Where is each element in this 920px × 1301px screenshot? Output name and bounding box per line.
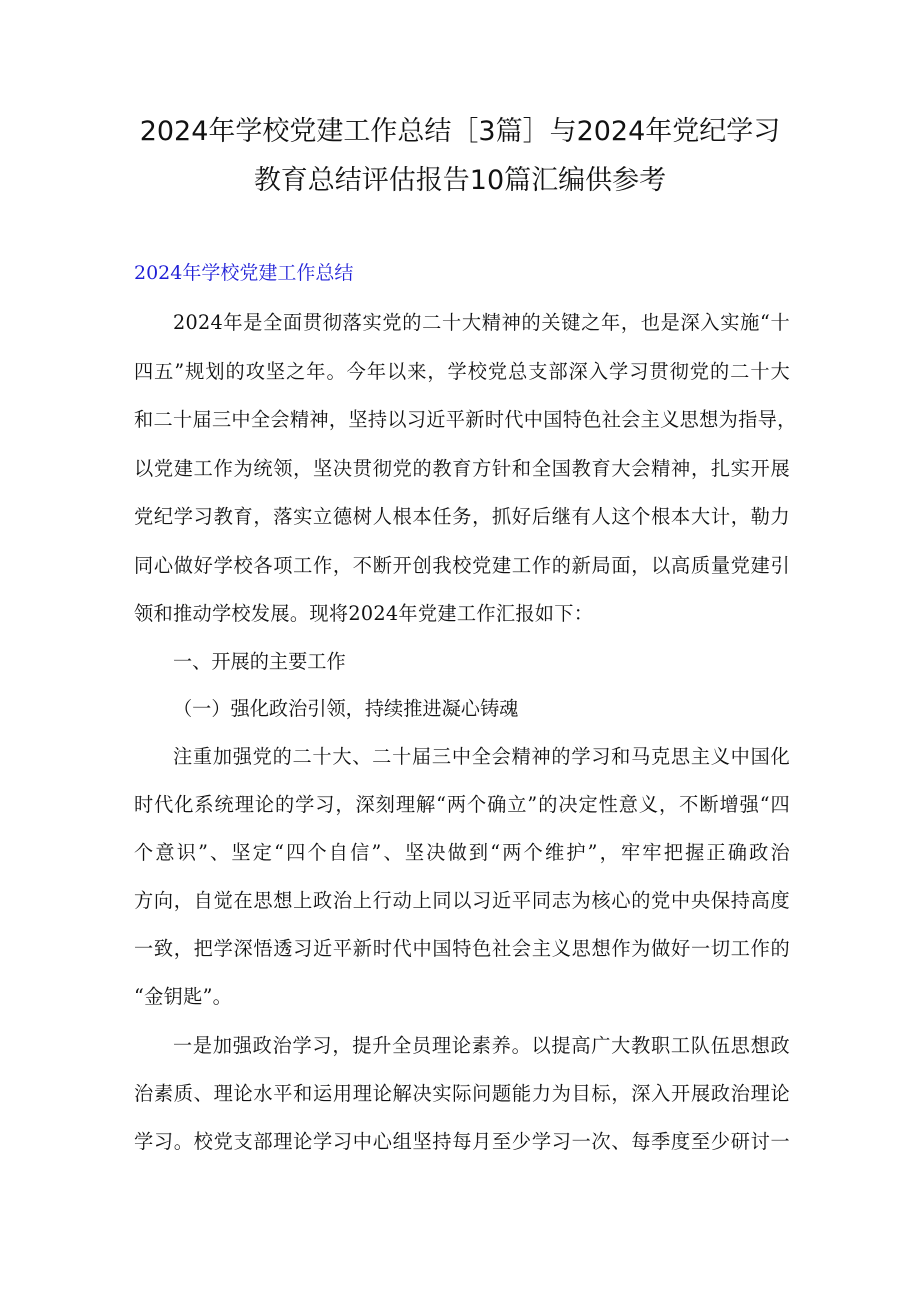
section-heading-main-work: 一、开展的主要工作 bbox=[173, 650, 346, 673]
paragraph-line: 同心做好学校各项工作，不断开创我校党建工作的新局面，以高质量党建引 bbox=[134, 554, 790, 577]
paragraph-line: 四五”规划的攻坚之年。今年以来，学校党总支部深入学习贯彻党的二十大 bbox=[134, 360, 790, 383]
paragraph-line: 领和推动学校发展。现将2024年党建工作汇报如下： bbox=[134, 602, 594, 625]
subsection-heading-political-guidance: （一）强化政治引领，持续推进凝心铸魂 bbox=[173, 697, 519, 720]
paragraph-line: 以党建工作为统领，坚决贯彻党的教育方针和全国教育大会精神，扎实开展 bbox=[134, 457, 790, 480]
paragraph-line: 党纪学习教育，落实立德树人根本任务，抓好后继有人这个根本大计，勒力 bbox=[134, 505, 790, 528]
section-heading-link[interactable]: 2024年学校党建工作总结 bbox=[134, 262, 354, 284]
paragraph-line: 个意识”、坚定“四个自信”、坚决做到“两个维护”，牢牢把握正确政治 bbox=[134, 841, 790, 864]
paragraph-line: 一是加强政治学习，提升全员理论素养。以提高广大教职工队伍思想政 bbox=[173, 1034, 790, 1057]
document-title-line-2: 教育总结评估报告10篇汇编供参考 bbox=[253, 165, 667, 196]
paragraph-line: 和二十届三中全会精神，坚持以习近平新时代中国特色社会主义思想为指导， bbox=[134, 408, 797, 431]
paragraph-line: 注重加强党的二十大、二十届三中全会精神的学习和马克思主义中国化 bbox=[173, 745, 790, 768]
paragraph-line: 时代化系统理论的学习，深刻理解“两个确立”的决定性意义，不断增强“四 bbox=[134, 793, 790, 816]
paragraph-line: 2024年是全面贯彻落实党的二十大精神的关键之年，也是深入实施“十 bbox=[173, 311, 790, 334]
paragraph-line: “金钥匙”。 bbox=[134, 985, 233, 1008]
paragraph-line: 学习。校党支部理论学习中心组坚持每月至少学习一次、每季度至少研讨一 bbox=[134, 1130, 790, 1153]
paragraph-line: 方向，自觉在思想上政治上行动上同以习近平同志为核心的党中央保持高度 bbox=[134, 889, 790, 912]
paragraph-line: 治素质、理论水平和运用理论解决实际问题能力为目标，深入开展政治理论 bbox=[134, 1082, 790, 1105]
document-title-line-1: 2024年学校党建工作总结［3篇］与2024年党纪学习 bbox=[139, 116, 781, 147]
paragraph-line: 一致，把学深悟透习近平新时代中国特色社会主义思想作为做好一切工作的 bbox=[134, 937, 790, 960]
